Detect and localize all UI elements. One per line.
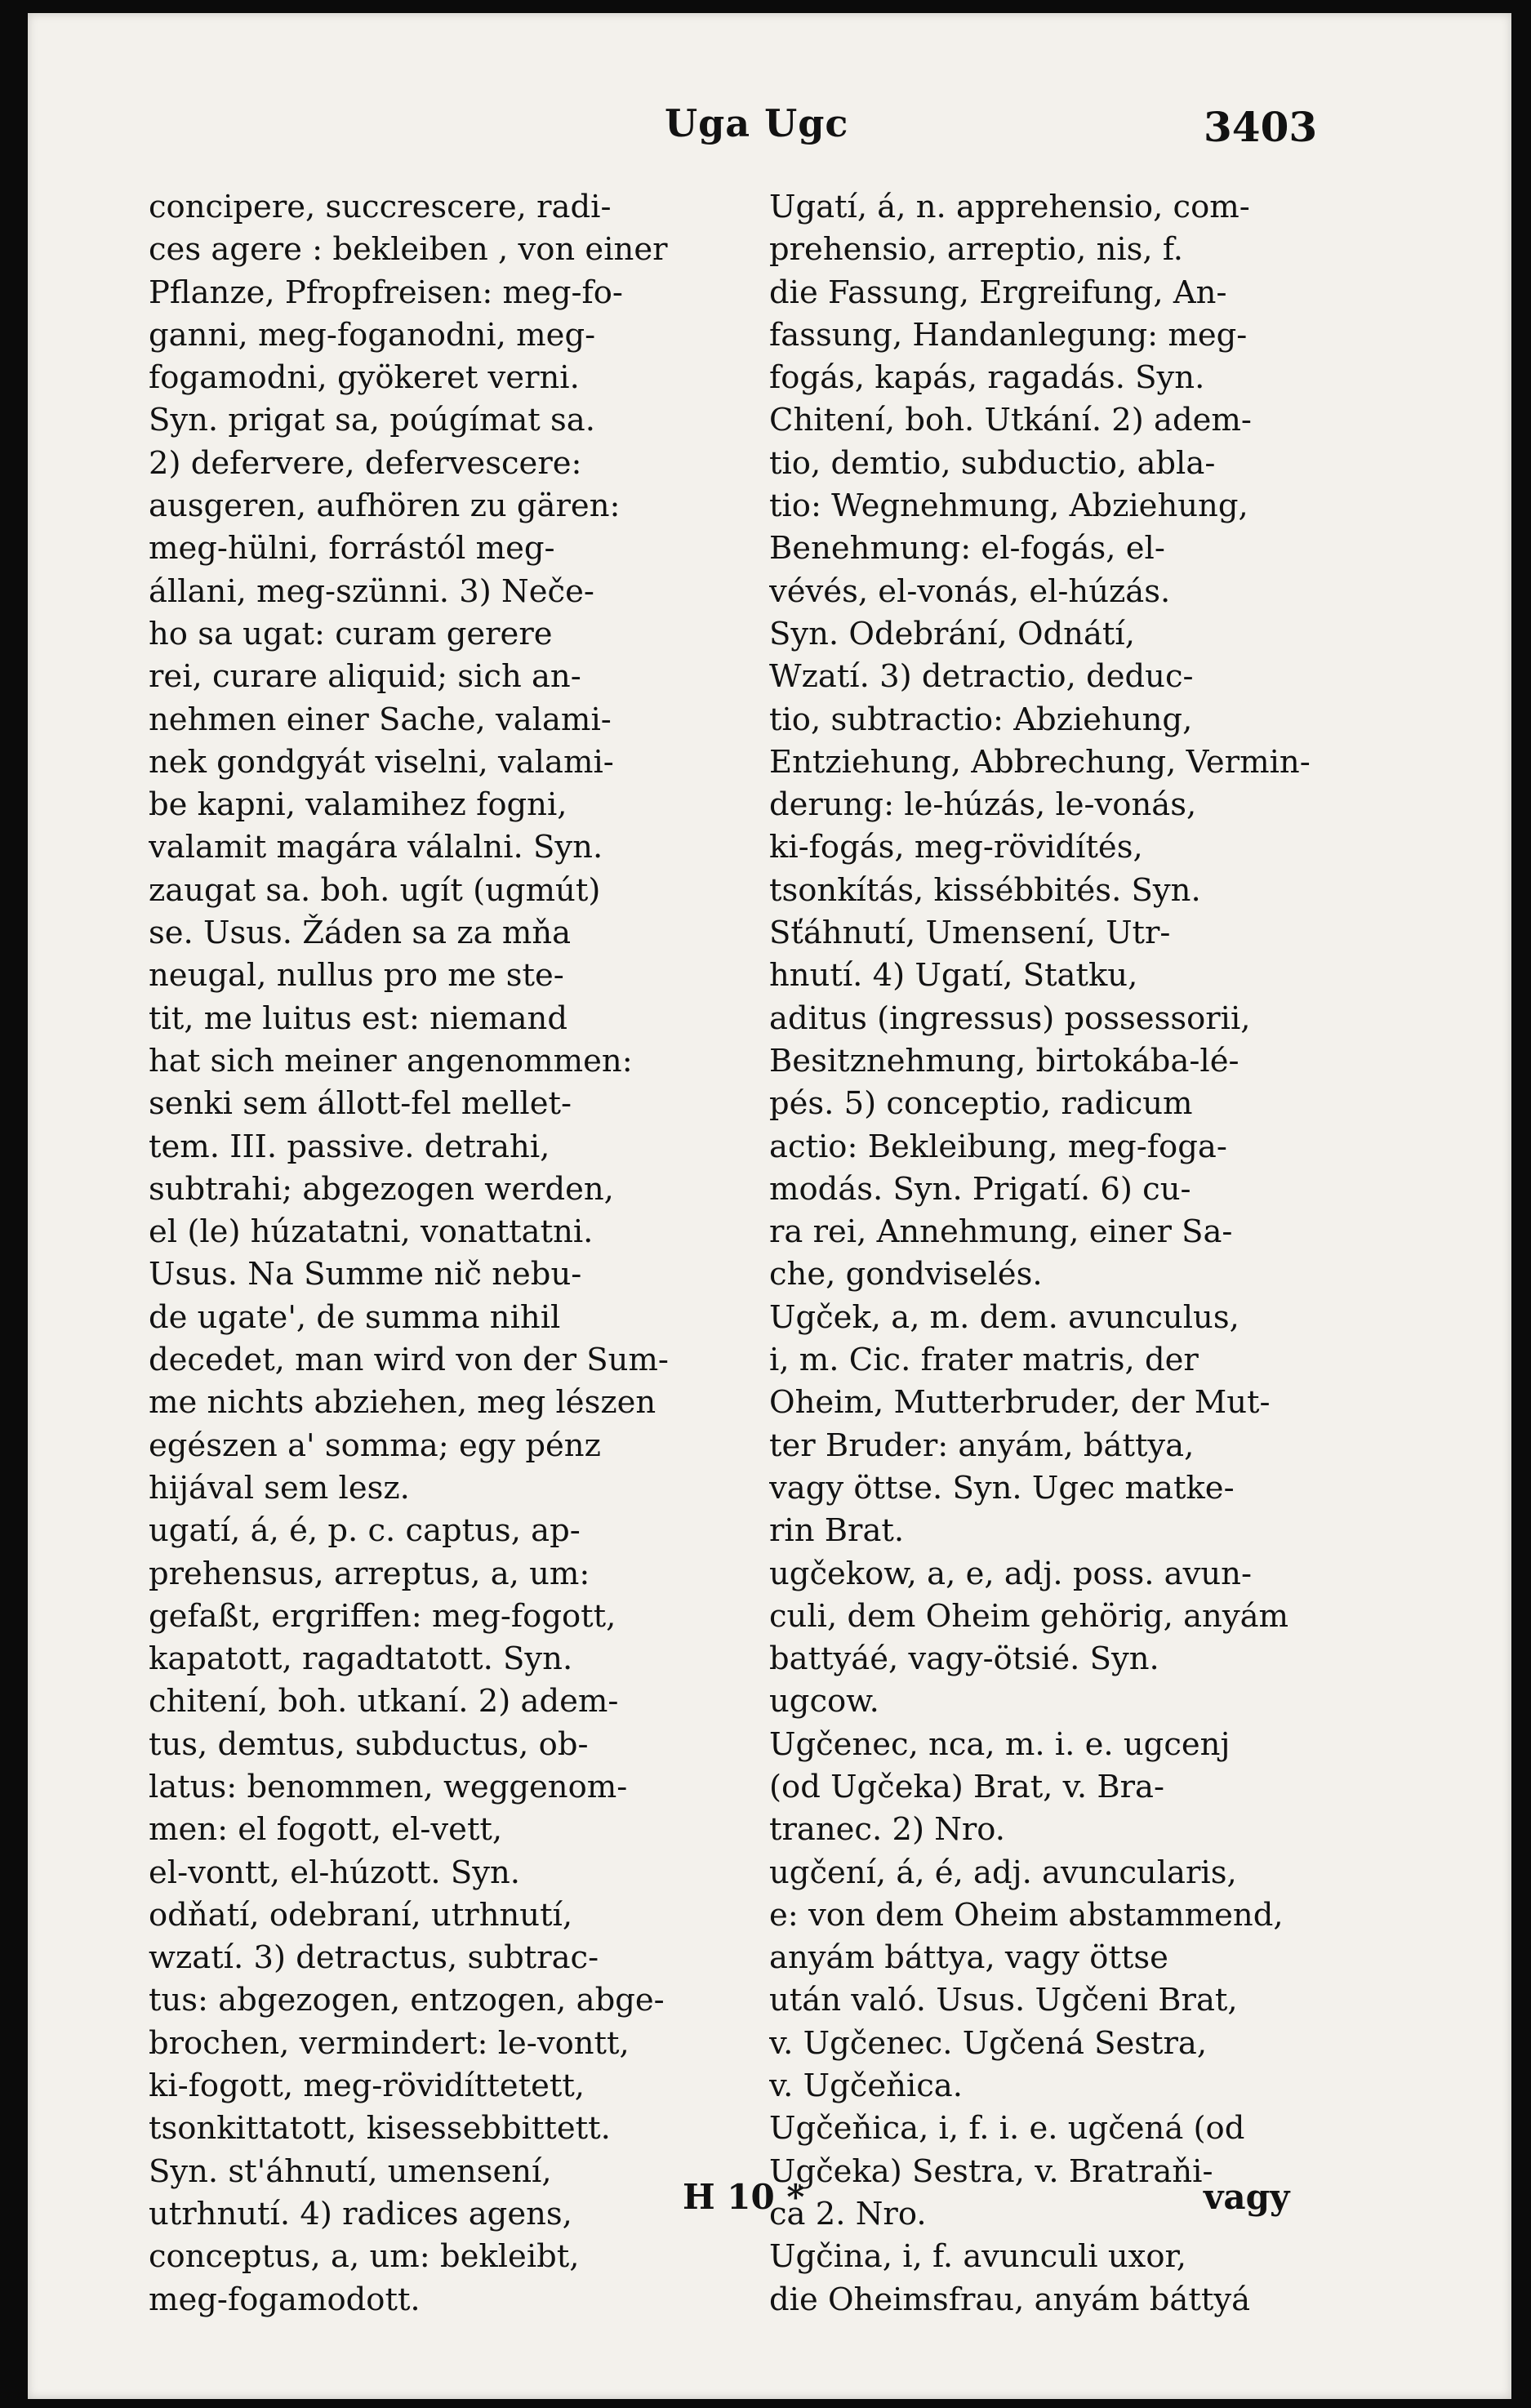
text-line: neugal, nullus pro me ste-: [149, 957, 564, 995]
text-line: Chitení, boh. Utkání. 2) adem-: [769, 402, 1252, 439]
text-line: men: el fogott, el-vett,: [149, 1811, 503, 1849]
page-number: 3403: [1204, 103, 1318, 151]
signature-mark: H 10 *: [683, 2177, 805, 2217]
text-line: e: von dem Oheim abstammend,: [769, 1896, 1284, 1934]
text-line: 2) defervere, defervescere:: [149, 444, 582, 482]
text-line: tsonkítás, kissébbités. Syn.: [769, 871, 1201, 909]
text-line: ugčení, á, é, adj. avuncularis,: [769, 1854, 1237, 1891]
text-line: meg-hülni, forrástól meg-: [149, 530, 555, 568]
text-line: ki-fogott, meg-rövidíttetett,: [149, 2067, 585, 2105]
text-line: hijával sem lesz.: [149, 1469, 410, 1507]
text-line: kapatott, ragadtatott. Syn.: [149, 1640, 573, 1678]
text-line: die Fassung, Ergreifung, An-: [769, 274, 1227, 311]
text-line: ki-fogás, meg-rövidítés,: [769, 829, 1143, 866]
text-line: ter Bruder: anyám, báttya,: [769, 1427, 1195, 1464]
text-line: odňatí, odebraní, utrhnutí,: [149, 1896, 573, 1934]
text-line: ces agere : bekleiben , von einer: [149, 231, 668, 269]
text-line: ra rei, Annehmung, einer Sa-: [769, 1213, 1233, 1251]
text-line: fogás, kapás, ragadás. Syn.: [769, 359, 1205, 397]
left-column: [149, 186, 720, 2321]
text-line: ugčekow, a, e, adj. poss. avun-: [769, 1555, 1252, 1592]
text-line: Oheim, Mutterbruder, der Mut-: [769, 1384, 1271, 1422]
text-line: után való. Usus. Ugčeni Brat,: [769, 1982, 1238, 2019]
text-line: vagy öttse. Syn. Ugec matke-: [769, 1469, 1235, 1507]
text-line: ugcow.: [769, 1683, 879, 1720]
text-line: Syn. st'áhnutí, umensení,: [149, 2152, 552, 2190]
text-line: pés. 5) conceptio, radicum: [769, 1085, 1193, 1123]
text-line: me nichts abziehen, meg lészen: [149, 1384, 656, 1422]
text-line: fassung, Handanlegung: meg-: [769, 316, 1248, 354]
text-line: hnutí. 4) Ugatí, Statku,: [769, 957, 1138, 995]
text-line: fogamodni, gyökeret verni.: [149, 359, 580, 397]
text-line: zaugat sa. boh. ugít (ugmút): [149, 871, 601, 909]
text-line: subtrahi; abgezogen werden,: [149, 1170, 614, 1208]
running-head: Uga Ugc: [665, 101, 849, 145]
text-line: i, m. Cic. frater matris, der: [769, 1342, 1199, 1379]
text-line: tsonkittatott, kisessebbittett.: [149, 2110, 611, 2148]
text-line: be kapni, valamihez fogni,: [149, 786, 567, 824]
text-line: meg-fogamodott.: [149, 2281, 421, 2318]
text-line: decedet, man wird von der Sum-: [149, 1342, 669, 1379]
text-line: Ugček, a, m. dem. avunculus,: [769, 1298, 1239, 1336]
text-line: latus: benommen, weggenom-: [149, 1768, 628, 1805]
text-line: tranec. 2) Nro.: [769, 1811, 1006, 1849]
text-line: nek gondgyát viselni, valami-: [149, 743, 614, 781]
text-line: Syn. Odebrání, Odnátí,: [769, 615, 1135, 652]
text-line: Ugčenec, nca, m. i. e. ugcenj: [769, 1725, 1231, 1763]
text-line: el-vontt, el-húzott. Syn.: [149, 1854, 520, 1891]
text-line: Besitznehmung, birtokába-lé-: [769, 1042, 1239, 1079]
text-line: tus, demtus, subductus, ob-: [149, 1725, 589, 1763]
text-line: ugatí, á, é, p. c. captus, ap-: [149, 1512, 581, 1550]
text-line: Ugčina, i, f. avunculi uxor,: [769, 2238, 1186, 2276]
text-line: Benehmung: el-fogás, el-: [769, 530, 1165, 568]
text-line: Pflanze, Pfropfreisen: meg-fo-: [149, 274, 623, 311]
text-line: v. Ugčeňica.: [769, 2067, 963, 2105]
text-line: anyám báttya, vagy öttse: [769, 1939, 1168, 1977]
text-line: tio, demtio, subductio, abla-: [769, 444, 1216, 482]
text-line: ho sa ugat: curam gerere: [149, 615, 553, 652]
text-line: rei, curare aliquid; sich an-: [149, 658, 581, 696]
right-column: [769, 186, 1333, 2321]
text-line: prehensus, arreptus, a, um:: [149, 1555, 590, 1592]
text-line: derung: le-húzás, le-vonás,: [769, 786, 1197, 824]
text-line: brochen, vermindert: le-vontt,: [149, 2024, 630, 2062]
text-line: el (le) húzatatni, vonattatni.: [149, 1213, 594, 1251]
text-line: conceptus, a, um: bekleibt,: [149, 2238, 580, 2276]
text-line: tit, me luitus est: niemand: [149, 999, 567, 1037]
text-line: Usus. Na Summe nič nebu-: [149, 1256, 582, 1293]
text-line: die Oheimsfrau, anyám báttyá: [769, 2281, 1251, 2318]
text-line: wzatí. 3) detractus, subtrac-: [149, 1939, 599, 1977]
text-line: se. Usus. Žáden sa za mňa: [149, 915, 572, 952]
text-line: aditus (ingressus) possessorii,: [769, 999, 1251, 1037]
dictionary-page: [28, 13, 1511, 2399]
text-line: tem. III. passive. detrahi,: [149, 1128, 550, 1165]
text-line: Entziehung, Abbrechung, Vermin-: [769, 743, 1311, 781]
text-line: culi, dem Oheim gehörig, anyám: [769, 1597, 1289, 1635]
text-line: ausgeren, aufhören zu gären:: [149, 487, 621, 525]
text-line: Wzatí. 3) detractio, deduc-: [769, 658, 1194, 696]
text-line: tio, subtractio: Abziehung,: [769, 701, 1193, 738]
catchword: vagy: [1204, 2177, 1290, 2217]
text-line: tus: abgezogen, entzogen, abge-: [149, 1982, 665, 2019]
text-line: Ugčeka) Sestra, v. Bratraňi-: [769, 2152, 1213, 2190]
text-line: (od Ugčeka) Brat, v. Bra-: [769, 1768, 1164, 1805]
text-line: ganni, meg-foganodni, meg-: [149, 316, 596, 354]
text-line: actio: Bekleibung, meg-foga-: [769, 1128, 1227, 1165]
text-line: nehmen einer Sache, valami-: [149, 701, 612, 738]
text-line: chitení, boh. utkaní. 2) adem-: [149, 1683, 619, 1720]
text-line: tio: Wegnehmung, Abziehung,: [769, 487, 1248, 525]
text-line: v. Ugčenec. Ugčená Sestra,: [769, 2024, 1208, 2062]
text-line: che, gondviselés.: [769, 1256, 1043, 1293]
text-line: prehensio, arreptio, nis, f.: [769, 231, 1184, 269]
text-line: senki sem állott-fel mellet-: [149, 1085, 572, 1123]
text-line: battyáé, vagy-ötsié. Syn.: [769, 1640, 1159, 1678]
text-line: rin Brat.: [769, 1512, 905, 1550]
text-line: ca 2. Nro.: [769, 2195, 927, 2232]
text-line: Ugatí, á, n. apprehensio, com-: [769, 189, 1250, 225]
text-line: Syn. prigat sa, poúgímat sa.: [149, 402, 595, 439]
text-line: concipere, succrescere, radi-: [149, 189, 612, 225]
text-line: egészen a' somma; egy pénz: [149, 1427, 601, 1464]
text-line: állani, meg-szünni. 3) Neče-: [149, 572, 594, 610]
text-line: Sťáhnutí, Umensení, Utr-: [769, 915, 1171, 952]
text-line: Ugčeňica, i, f. i. e. ugčená (od: [769, 2110, 1245, 2148]
text-line: de ugate', de summa nihil: [149, 1298, 561, 1336]
text-line: vévés, el-vonás, el-húzás.: [769, 572, 1171, 610]
text-line: utrhnutí. 4) radices agens,: [149, 2195, 572, 2232]
text-line: modás. Syn. Prigatí. 6) cu-: [769, 1170, 1191, 1208]
text-line: hat sich meiner angenommen:: [149, 1042, 633, 1079]
text-line: valamit magára válalni. Syn.: [149, 829, 603, 866]
text-line: gefaßt, ergriffen: meg-fogott,: [149, 1597, 616, 1635]
